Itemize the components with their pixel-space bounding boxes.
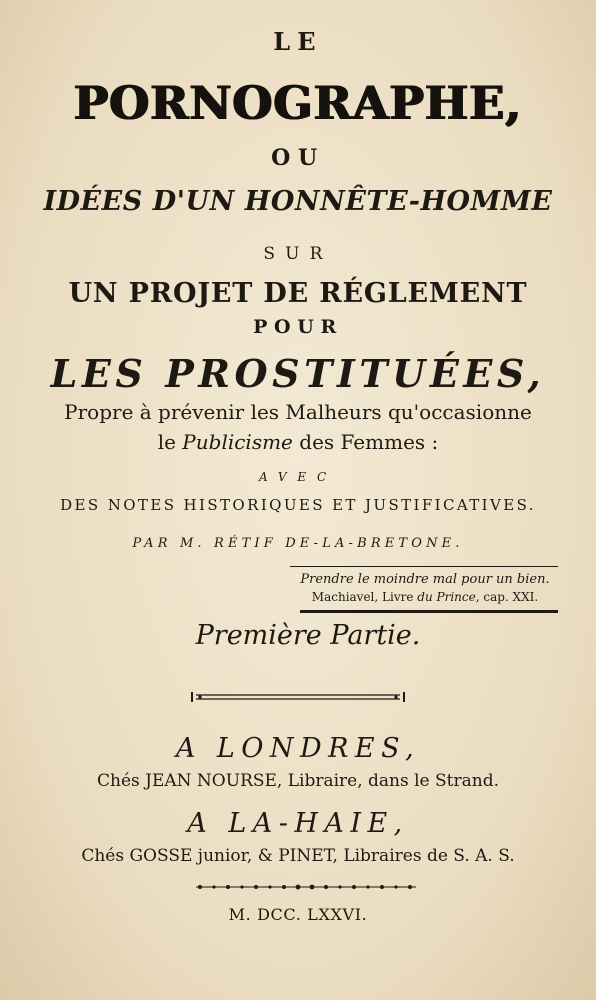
epigraph-source-italic: du Prince [417,590,476,604]
ornament-rule-top [190,690,406,704]
epigraph-source [300,590,550,604]
preposition-pour: POUR [253,316,343,338]
epigraph-top-rule [290,566,558,567]
title-article: LE [273,27,323,56]
conjunction-ou: OU [271,145,325,171]
imprint-city-london: A LONDRES, [175,733,421,764]
project-line: UN PROJET DE RÉGLEMENT [68,278,528,309]
publicisme-suffix: des Femmes : [299,430,439,454]
imprint-publisher-nourse: Chés JEAN NOURSE, Libraire, dans le Strand. [97,771,499,791]
subtitle: IDÉES D'UN HONNÊTE-HOMME [43,186,553,217]
publicisme-line [0,430,596,454]
epigraph-source-prefix: Machiavel, Livre [311,590,414,604]
avec-line: AVEC [259,470,337,484]
notes-line: DES NOTES HISTORIQUES ET JUSTIFICATIVES. [60,496,536,514]
purpose-line: Propre à prévenir les Malheurs qu'occasionne [64,400,532,424]
publicisme-word: Publicisme [182,430,293,454]
imprint-city-la-haie: A LA-HAIE, [187,808,409,839]
epigraph-quote: Prendre le moindre mal pour un bien. [300,572,550,587]
imprint-publisher-gosse: Chés GOSSE junior, & PINET, Libraires de S. A. S. [81,846,515,866]
part-heading: Première Partie. [195,620,421,651]
epigraph-source-suffix: , cap. XXI. [475,590,539,604]
author-line: PAR M. RÉTIF DE-LA-BRETONE. [132,536,464,551]
ornament-rule-bottom [192,880,420,894]
epigraph-bottom-rule [300,610,558,613]
imprint-date: M. DCC. LXXVI. [228,905,368,924]
prostitutes-line: LES PROSTITUÉES, [50,351,546,396]
main-title: PORNOGRAPHE, [73,76,523,130]
publicisme-prefix: le [157,430,176,454]
preposition-sur: SUR [263,244,333,264]
